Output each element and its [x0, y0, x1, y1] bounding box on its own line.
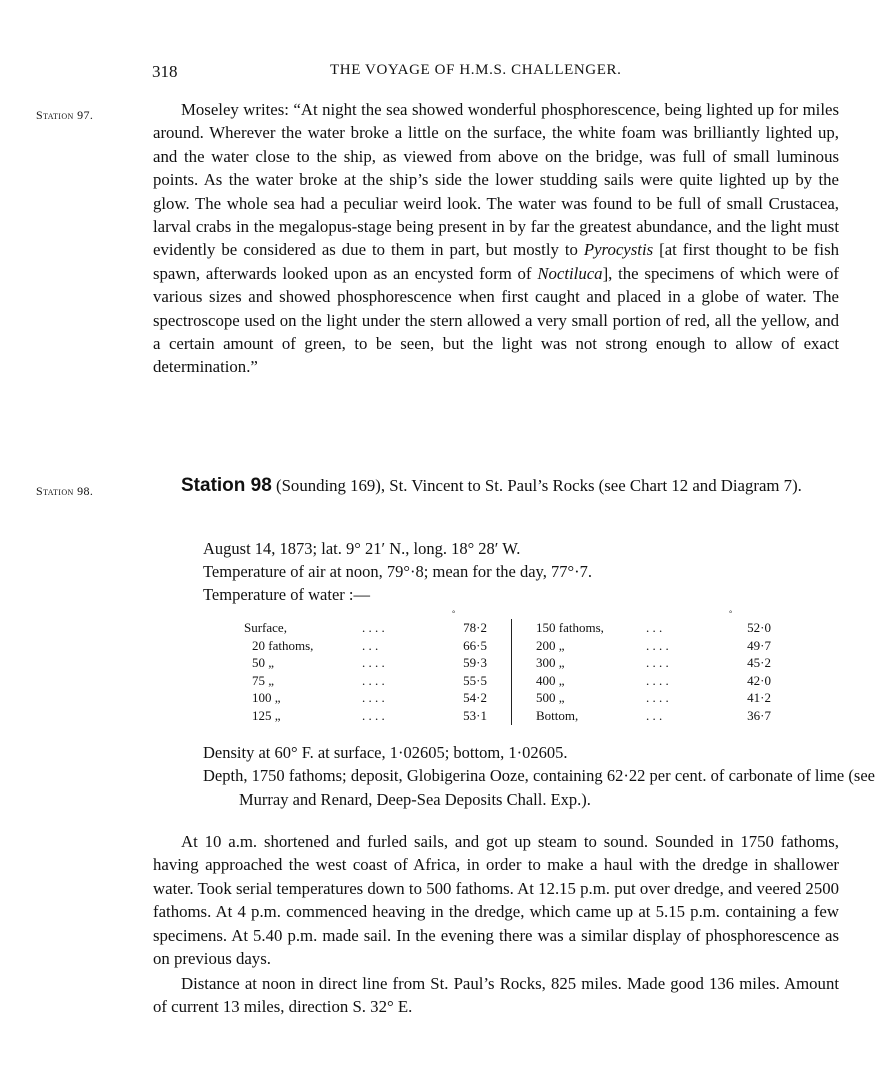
right-depth-cell: 400 „	[512, 672, 647, 690]
right-temperature-value: 52·0	[747, 620, 771, 635]
left-temperature-value: 78·2	[463, 620, 487, 635]
page-number: 318	[152, 62, 178, 81]
right-temperature-value: 45·2	[747, 655, 771, 671]
right-depth-cell: 500 „	[512, 689, 647, 707]
right-leader-dots: . . . .	[646, 690, 669, 706]
right-temperature-value: 42·0	[747, 672, 771, 688]
air-temperature-line: Temperature of air at noon, 79°·8; mean for the day, 77°·7.	[203, 562, 592, 581]
station-98-heading-rest: (Sounding 169), St. Vincent to St. Paul’s Rocks (see Chart 12 and Diagram 7).	[276, 476, 802, 495]
date-position-line: August 14, 1873; lat. 9° 21′ N., long. 18° 28′ W.	[203, 539, 521, 558]
narrative-1-text: At 10 a.m. shortened and furled sails, and got up steam to sound. Sounded in 1750 fathoms, having approached the west coast of Africa, in order to make a haul with the dredge in shallower water. Took serial temperatures down to 500 fathoms. At 12.15 p.m. put over dredge, and veered 2500 fathoms. At 4 p.m. commenced heaving in the dredge, which came up at 5.15 p.m. containing a few specimens. At 5.40 p.m. made sail. In the evening there was a similar display of phosphorescence as on previous days.	[153, 832, 839, 969]
left-leader-dots: . . .	[362, 637, 379, 653]
left-temperature-value: 66·5	[463, 637, 487, 653]
station-97-text: Moseley writes: “At night the sea showed wonderful phosphorescence, being lighted up for miles around. Wherever the water broke a little on the surface, the white foam was brilliantly lighted up, and the water close to the ship, as viewed from above on the bridge, was full of small luminous points. As the water broke at the ship’s side the lower studding sails were quite lighted up by the glow. The whole sea had a peculiar weird look. The water was found to be full of small Crustacea, larval crabs in the megalopus-stage being present in by far the greatest abundance, and the light must evidently be considered as due to them in part, but mostly to	[153, 100, 839, 260]
temperature-row	[244, 689, 771, 707]
temperature-row	[244, 707, 771, 725]
left-leader-dots: . . . .	[362, 620, 385, 635]
narrative-paragraph-1	[153, 830, 839, 970]
right-temperature-value: 41·2	[747, 690, 771, 706]
right-temperature-value: 36·7	[747, 707, 771, 723]
right-leader-dots: . . .	[646, 620, 663, 635]
right-leader-dots: . . . .	[646, 637, 669, 653]
left-depth-cell: 100 „	[252, 690, 281, 706]
temperature-row	[244, 637, 771, 655]
station-97-text-3: ], the specimens of which were of various sizes and showed phosphorescence when first caught and placed in a globe of water. The spectroscope used on the light under the stern allowed a very small portion of red, all the yellow, and a certain amount of green, to be seen, but the light was not strong enough to allow of exact determination.”	[153, 263, 840, 377]
left-depth-cell: 75 „	[252, 672, 275, 688]
left-temperature-value: 55·5	[463, 672, 487, 688]
left-leader-dots: . . . .	[362, 655, 385, 671]
right-leader-dots: . . .	[646, 707, 663, 723]
water-temperature-label: Temperature of water :—	[203, 585, 370, 604]
station-98-heading-block	[153, 474, 839, 498]
degree-mark-left: °	[452, 609, 456, 618]
depth-deposit-line: Depth, 1750 fathoms; deposit, Globigerina Ooze, containing 62·22 per cent. of carbonate of lime (see Murray and Renard, Deep-Sea Deposits Chall. Exp.).	[203, 766, 875, 809]
narrative-2-text: Distance at noon in direct line from St. Paul’s Rocks, 825 miles. Made good 136 miles. Amount of current 13 miles, direction S. 32° E.	[153, 974, 839, 1017]
temperature-row	[244, 672, 771, 690]
narrative-paragraph-2	[153, 972, 839, 1019]
station-98-heading: Station 98	[181, 475, 272, 496]
left-leader-dots: . . . .	[362, 707, 385, 723]
left-temperature-value: 54·2	[463, 690, 487, 706]
station-97-italic-pyrocystis: Pyrocystis	[583, 240, 654, 260]
right-temperature-value: 49·7	[747, 637, 771, 653]
left-temperature-value: 53·1	[463, 707, 487, 723]
degree-mark-right: °	[729, 609, 733, 618]
sidenote-station-98: Station 98.	[36, 484, 94, 498]
right-depth-cell: 300 „	[512, 654, 647, 672]
station-97-italic-noctiluca: Noctiluca	[537, 263, 603, 283]
density-line: Density at 60° F. at surface, 1·02605; bottom, 1·02605.	[203, 743, 568, 762]
left-leader-dots: . . . .	[362, 690, 385, 706]
left-depth-cell: 20 fathoms,	[252, 637, 314, 653]
right-leader-dots: . . . .	[646, 655, 669, 671]
station-97-paragraph	[153, 98, 839, 379]
right-depth-cell: 150 fathoms,	[512, 619, 647, 637]
station-97-text-2: [at first thought to be fish spawn, afterwards looked upon as an encysted form of	[153, 240, 839, 283]
left-depth-cell: 50 „	[252, 655, 275, 671]
right-depth-cell: Bottom,	[512, 707, 647, 725]
left-depth-cell: Surface,	[244, 620, 287, 635]
left-leader-dots: . . . .	[362, 672, 385, 688]
running-title: THE VOYAGE OF H.M.S. CHALLENGER.	[330, 62, 622, 78]
right-depth-cell: 200 „	[512, 637, 647, 655]
sidenote-station-97: Station 97.	[36, 108, 94, 122]
temperature-row	[244, 619, 771, 637]
temperature-row	[244, 654, 771, 672]
right-leader-dots: . . . .	[646, 672, 669, 688]
water-temperature-table	[244, 619, 771, 725]
left-depth-cell: 125 „	[252, 707, 281, 723]
left-temperature-value: 59·3	[463, 655, 487, 671]
